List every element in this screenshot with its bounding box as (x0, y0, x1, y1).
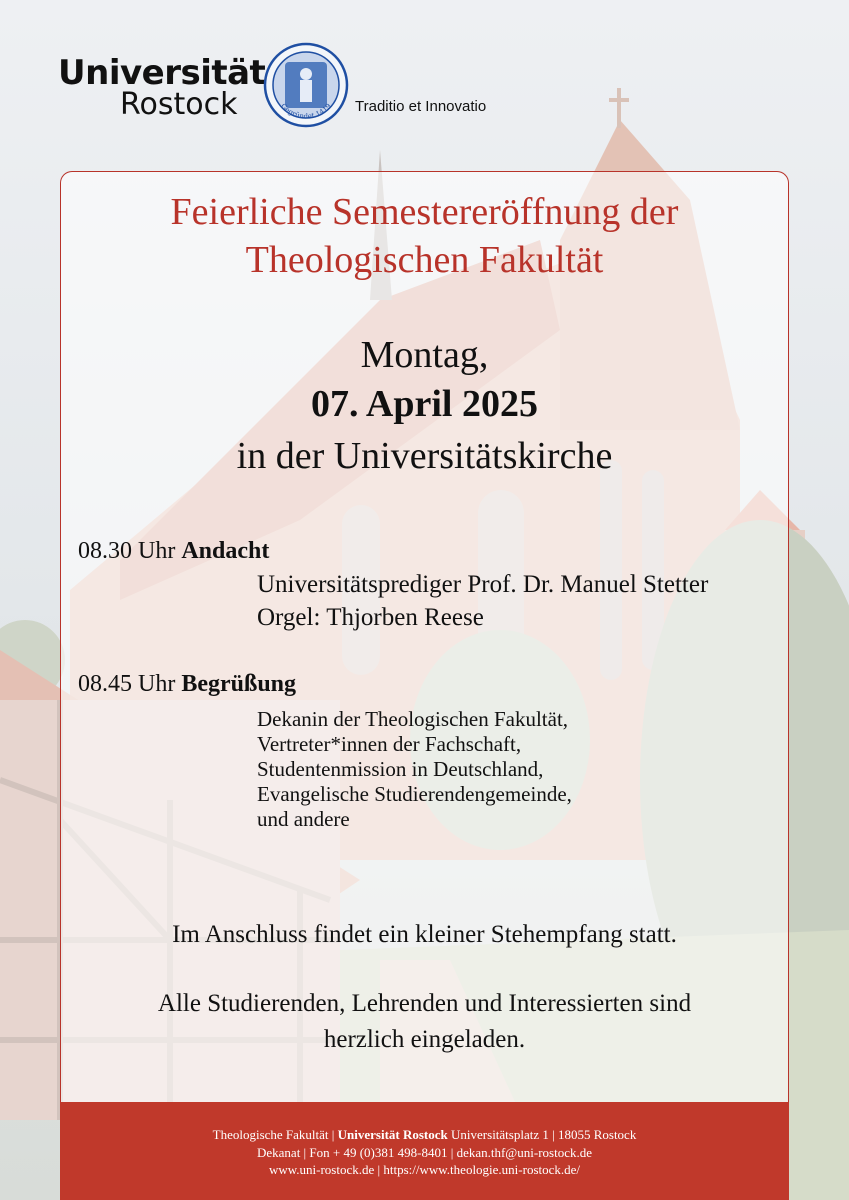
event-day: Montag, (360, 334, 489, 376)
footer-line-3: www.uni-rostock.de | https://www.theologie.uni-rostock.de/ (268, 1162, 581, 1177)
program-detail-line: Universitätsprediger Prof. Dr. Manuel Stetter (257, 571, 709, 598)
program-detail-line: Dekanin der Theologischen Fakultät, (257, 707, 569, 731)
program-detail-line: und andere (257, 807, 350, 831)
event-date: 07. April 2025 (311, 383, 538, 425)
program-time: 08.30 Uhr (78, 538, 176, 564)
university-wordmark (58, 53, 266, 122)
footer-address: Universitätsplatz 1 | 18055 Rostock (447, 1127, 637, 1142)
invitation-line-1: Alle Studierenden, Lehrenden und Interessierten sind (157, 990, 692, 1017)
footer-faculty: Theologische Fakultät | (212, 1127, 338, 1142)
footer-contact (60, 1102, 789, 1200)
program-detail-line: Vertreter*innen der Fachschaft, (257, 732, 522, 756)
reception-note: Im Anschluss findet ein kleiner Stehempfang statt. (172, 921, 677, 948)
event-title (60, 188, 789, 284)
program-item-andacht (78, 538, 269, 565)
program-time: 08.45 Uhr (78, 671, 176, 697)
event-place: in der Universitätskirche (236, 435, 613, 477)
program-details-begruessung (257, 707, 572, 832)
logo-line-1: Universität (58, 53, 266, 93)
program-title: Andacht (181, 538, 270, 564)
footer-line-1 (60, 1126, 789, 1144)
title-line-1: Feierliche Semestereröffnung der (170, 191, 679, 233)
invitation-note (60, 986, 789, 1058)
university-seal-icon (263, 42, 349, 128)
program-title: Begrüßung (181, 671, 297, 697)
motto: Traditio et Innovatio (355, 98, 487, 115)
program-item-begruessung (78, 671, 296, 698)
seal-text: Gegründet 1419 (279, 102, 333, 121)
footer-university: Universität Rostock (337, 1127, 448, 1142)
invitation-line-2: herzlich eingeladen. (323, 1026, 526, 1053)
program-detail-line: Orgel: Thjorben Reese (257, 604, 484, 631)
title-line-2: Theologischen Fakultät (245, 239, 604, 281)
footer-line-2: Dekanat | Fon + 49 (0)381 498-8401 | dekan.thf@uni-rostock.de (257, 1144, 592, 1160)
program-detail-line: Studentenmission in Deutschland, (257, 757, 544, 781)
program-detail-line: Evangelische Studierendengemeinde, (257, 782, 572, 806)
program-details-andacht (257, 568, 708, 634)
logo-line-2: Rostock (120, 87, 238, 122)
